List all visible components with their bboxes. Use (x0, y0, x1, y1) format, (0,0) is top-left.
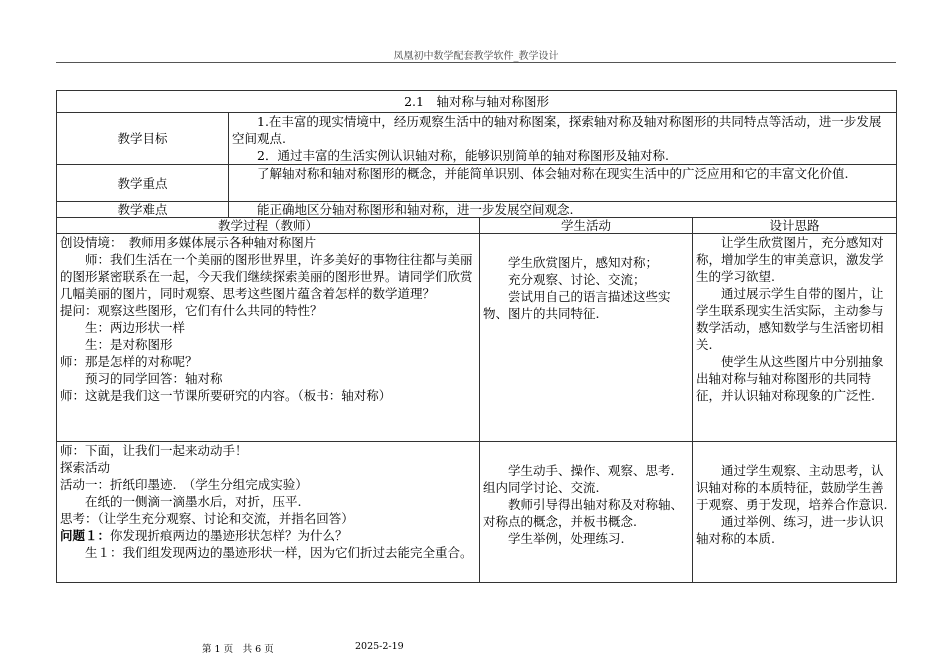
s2-student-line: 学生举例，处理练习. (508, 531, 625, 546)
key-points-text: 了解轴对称和轴对称图形的概念，并能简单识别、体会轴对称在现实生活中的广泛应用和它的丰富文化价值. (257, 166, 849, 181)
section-2-student (480, 442, 693, 583)
key-points-content (229, 165, 897, 202)
col-head-student: 学生活动 (480, 218, 693, 234)
difficulties-content (229, 202, 897, 218)
s1-teacher-line: 师：这就是我们这一节课所要研究的内容。（板书：轴对称） (60, 388, 392, 403)
s2-teacher-line: 活动一：折纸印墨迹. （学生分组完成实验） (60, 477, 308, 492)
section-1-row (57, 234, 897, 442)
section-1-student (480, 234, 693, 442)
objective-2: 2．通过丰富的生活实例认识轴对称，能够识别简单的轴对称图形及轴对称. (257, 148, 669, 163)
section-2-teacher (57, 442, 480, 583)
s2-design-line: 通过举例、练习，进一步认识轴对称的本质. (696, 514, 884, 546)
footer-date: 2025-2-19 (355, 641, 404, 652)
title-row (57, 91, 897, 113)
question-1-text: 你发现折痕两边的墨迹形状怎样？为什么？ (110, 528, 348, 543)
s2-teacher-line: 在纸的一侧滴一滴墨水后，对折，压平. (85, 494, 302, 509)
column-header-row (57, 218, 897, 234)
s1-teacher-line: 师：那是怎样的对称呢？ (60, 354, 198, 369)
s1-design-line: 通过展示学生自带的图片，让学生联系现实生活实际，主动参与数学活动，感知数学与生活密切相关. (696, 286, 884, 352)
s1-teacher-line: 预习的同学回答：轴对称 (85, 371, 223, 386)
section-2-row (57, 442, 897, 583)
s1-student-line: 学生欣赏图片，感知对称； (508, 255, 659, 270)
difficulties-text: 能正确地区分轴对称图形和轴对称，进一步发展空间观念. (257, 202, 574, 217)
lesson-plan-table (56, 90, 897, 583)
s2-student-line: 教师引导得出轴对称及对称轴、对称点的概念，并板书概念. (483, 497, 684, 529)
s2-design-line: 通过学生观察、主动思考，认识轴对称的本质特征，鼓励学生善于观察、勇于发现，培养合作意识. (696, 463, 888, 512)
key-points-row (57, 165, 897, 202)
section-1-teacher (57, 234, 480, 442)
objective-1: 1.在丰富的现实情境中，经历观察生活中的轴对称图案，探索轴对称及轴对称图形的共同特点等活动，进一步发展空间观点. (232, 114, 882, 146)
lesson-title: 2.1 轴对称与轴对称图形 (57, 91, 897, 113)
s1-teacher-line: 创设情境： 教师用多媒体展示各种轴对称图片 (60, 235, 317, 250)
s1-design-line: 使学生从这些图片中分别抽象出轴对称与轴对称图形的共同特征，并认识轴对称现象的广泛性. (696, 354, 884, 403)
objectives-row (57, 113, 897, 165)
s2-teacher-line: 思考：（让学生充分观察、讨论和交流，并指名回答） (60, 511, 354, 526)
key-points-label: 教学重点 (57, 165, 229, 202)
objectives-content (229, 113, 897, 165)
difficulties-label: 教学难点 (57, 202, 229, 218)
s2-teacher-line: 探索活动 (60, 460, 111, 475)
col-head-design: 设计思路 (693, 218, 897, 234)
s1-teacher-line: 师：我们生活在一个美丽的图形世界里，许多美好的事物往往都与美丽的图形紧密联系在一起，今天我们继续探索美丽的图形世界。请同学们欣赏几幅美丽的图片，同时观察、思考这些图片蕴含着怎样的数学道理？ (60, 252, 473, 301)
s1-design-line: 让学生欣赏图片，充分感知对称，增加学生的审美意识，激发学生的学习欲望. (696, 235, 884, 284)
difficulties-row (57, 202, 897, 218)
objectives-label: 教学目标 (57, 113, 229, 165)
s2-teacher-line: 生１：我们组发现两边的墨迹形状一样，因为它们折过去能完全重合。 (85, 545, 473, 560)
header-rule (56, 62, 896, 63)
footer-page-number: 第 1 页 共 6 页 (202, 644, 274, 655)
s2-question-line (60, 527, 476, 544)
s1-teacher-line: 生：是对称图形 (85, 337, 173, 352)
s1-student-line: 充分观察、讨论、交流； (508, 272, 646, 287)
page-header: 凤凰初中数学配套教学软件_教学设计 (393, 51, 559, 62)
s1-student-line: 尝试用自己的语言描述这些实物、图片的共同特征. (483, 289, 671, 321)
section-2-design (693, 442, 897, 583)
s2-student-line: 学生动手、操作、观察、思考．组内同学讨论、交流. (483, 463, 684, 495)
s1-teacher-line: 提问：观察这些图形，它们有什么共同的特性？ (60, 303, 323, 318)
question-1-label: 问题１： (60, 528, 111, 543)
col-head-process: 教学过程（教师） (57, 218, 480, 234)
s2-teacher-line: 师：下面，让我们一起来动动手！ (60, 443, 248, 458)
section-1-design (693, 234, 897, 442)
s1-teacher-line: 生：两边形状一样 (85, 320, 186, 335)
